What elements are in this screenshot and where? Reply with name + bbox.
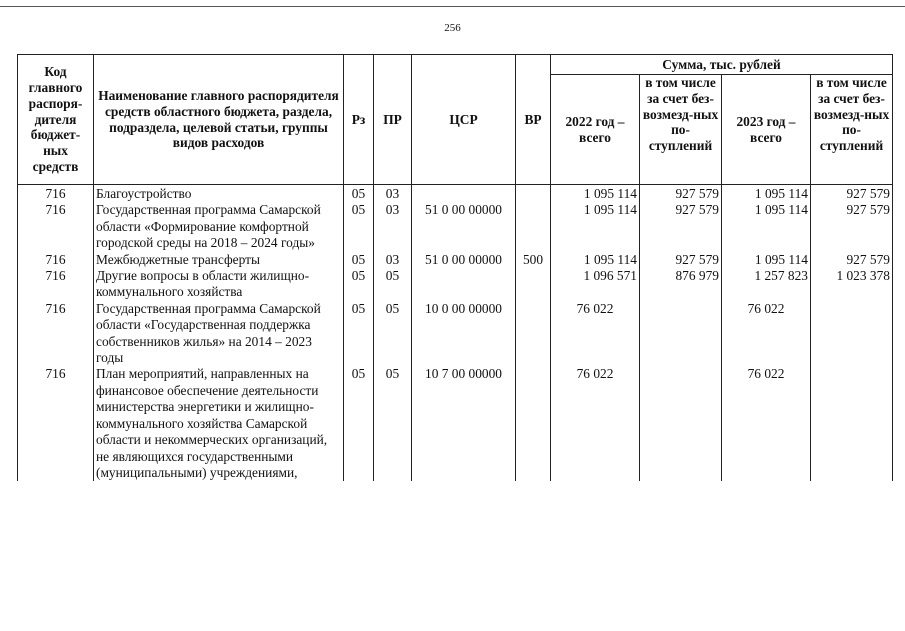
cell-2022-total: 1 095 114	[551, 185, 640, 203]
cell-pr: 03	[374, 252, 412, 268]
cell-csr: 51 0 00 00000	[412, 202, 516, 251]
cell-vr: 500	[516, 252, 551, 268]
header-2022-total: 2022 год – всего	[551, 75, 640, 185]
table-row	[18, 252, 893, 268]
header-pr: ПР	[374, 55, 412, 185]
cell-2023-gratuitous	[811, 366, 893, 481]
header-name: Наименование главного распорядителя средств областного бюджета, раздела, подраздела, целевой статьи, группы видов расходов	[94, 55, 344, 185]
cell-2023-total: 1 257 823	[722, 268, 811, 301]
cell-2022-total: 1 095 114	[551, 252, 640, 268]
cell-2023-total: 1 095 114	[722, 185, 811, 203]
cell-pr: 05	[374, 301, 412, 367]
header-csr: ЦСР	[412, 55, 516, 185]
cell-vr	[516, 301, 551, 367]
cell-2023-total: 1 095 114	[722, 252, 811, 268]
table-body	[18, 185, 893, 482]
cell-vr	[516, 268, 551, 301]
cell-2023-gratuitous: 927 579	[811, 185, 893, 203]
cell-2023-total: 76 022	[722, 301, 811, 367]
table-row	[18, 185, 893, 203]
cell-2023-gratuitous: 927 579	[811, 202, 893, 251]
cell-code: 716	[18, 185, 94, 203]
cell-csr: 10 7 00 00000	[412, 366, 516, 481]
cell-2022-total: 76 022	[551, 366, 640, 481]
table-row	[18, 366, 893, 481]
cell-rz: 05	[344, 252, 374, 268]
cell-pr: 05	[374, 366, 412, 481]
cell-code: 716	[18, 202, 94, 251]
cell-code: 716	[18, 252, 94, 268]
cell-2022-gratuitous: 927 579	[640, 185, 722, 203]
header-vr: ВР	[516, 55, 551, 185]
cell-rz: 05	[344, 185, 374, 203]
cell-2022-gratuitous: 876 979	[640, 268, 722, 301]
header-rz: Рз	[344, 55, 374, 185]
cell-vr	[516, 366, 551, 481]
cell-2022-gratuitous	[640, 301, 722, 367]
header-code: Код главного распоря-дителя бюджет-ных средств	[18, 55, 94, 185]
cell-name: Государственная программа Самарской области «Формирование комфортной городской среды на 2018 – 2024 годы»	[94, 202, 344, 251]
cell-csr: 51 0 00 00000	[412, 252, 516, 268]
cell-name: План мероприятий, направленных на финансовое обеспечение деятельности министерства энергетики и жилищно-коммунального хозяйства Самарской области и некоммерческих организаций, не являющихся государственными (муниципальными) учреждениями,	[94, 366, 344, 481]
table-row	[18, 268, 893, 301]
cell-code: 716	[18, 268, 94, 301]
page-number: 256	[444, 22, 461, 34]
header-2023-gratuitous: в том числе за счет без-возмезд-ных по-ступлений	[811, 75, 893, 185]
cell-rz: 05	[344, 301, 374, 367]
cell-2023-total: 1 095 114	[722, 202, 811, 251]
header-sum: Сумма, тыс. рублей	[551, 55, 893, 75]
table-row	[18, 301, 893, 367]
cell-csr	[412, 185, 516, 203]
cell-2022-gratuitous: 927 579	[640, 202, 722, 251]
cell-vr	[516, 185, 551, 203]
cell-vr	[516, 202, 551, 251]
cell-pr: 03	[374, 185, 412, 203]
cell-2022-total: 1 095 114	[551, 202, 640, 251]
top-rule	[0, 6, 905, 7]
cell-code: 716	[18, 366, 94, 481]
cell-2023-gratuitous: 1 023 378	[811, 268, 893, 301]
header-2022-gratuitous: в том числе за счет без-возмезд-ных по-ступлений	[640, 75, 722, 185]
cell-2022-total: 1 096 571	[551, 268, 640, 301]
cell-name: Государственная программа Самарской области «Государственная поддержка собственников жилья» на 2014 – 2023 годы	[94, 301, 344, 367]
cell-2023-total: 76 022	[722, 366, 811, 481]
cell-2022-total: 76 022	[551, 301, 640, 367]
table-row	[18, 202, 893, 251]
cell-2022-gratuitous	[640, 366, 722, 481]
cell-pr: 05	[374, 268, 412, 301]
header-2023-total: 2023 год – всего	[722, 75, 811, 185]
cell-pr: 03	[374, 202, 412, 251]
cell-rz: 05	[344, 366, 374, 481]
cell-2023-gratuitous	[811, 301, 893, 367]
cell-csr: 10 0 00 00000	[412, 301, 516, 367]
table-header	[18, 55, 893, 185]
cell-code: 716	[18, 301, 94, 367]
budget-table	[17, 54, 893, 481]
cell-name: Другие вопросы в области жилищно-коммунального хозяйства	[94, 268, 344, 301]
cell-name: Межбюджетные трансферты	[94, 252, 344, 268]
cell-name: Благоустройство	[94, 185, 344, 203]
cell-csr	[412, 268, 516, 301]
cell-2023-gratuitous: 927 579	[811, 252, 893, 268]
cell-rz: 05	[344, 202, 374, 251]
cell-2022-gratuitous: 927 579	[640, 252, 722, 268]
cell-rz: 05	[344, 268, 374, 301]
